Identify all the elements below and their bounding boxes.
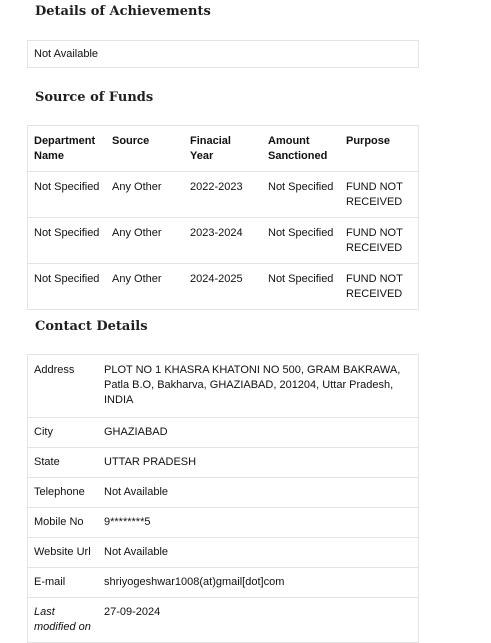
contact-row-state	[28, 448, 419, 478]
contact-row-address	[28, 355, 419, 418]
contact-label: Telephone	[28, 478, 99, 508]
table-cell: Not Specified	[262, 172, 340, 218]
funds-table	[27, 125, 419, 310]
contact-row-city	[28, 418, 419, 448]
table-cell: Any Other	[106, 172, 184, 218]
table-row	[28, 41, 419, 68]
contact-row-telephone	[28, 478, 419, 508]
table-cell: Any Other	[106, 264, 184, 310]
contact-value: shriyogeshwar1008(at)gmail[dot]com	[98, 568, 419, 598]
table-row	[28, 218, 419, 264]
table-row	[28, 264, 419, 310]
contact-value: UTTAR PRADESH	[98, 448, 419, 478]
achievements-heading: Details of Achievements	[35, 4, 211, 19]
contact-value: GHAZIABAD	[98, 418, 419, 448]
contact-row-email	[28, 568, 419, 598]
table-cell: Any Other	[106, 218, 184, 264]
table-cell: Not Specified	[28, 218, 107, 264]
table-cell: FUND NOT RECEIVED	[340, 264, 419, 310]
table-cell: 2024-2025	[184, 264, 262, 310]
contact-label: Last modified on	[28, 598, 99, 643]
table-cell: FUND NOT RECEIVED	[340, 172, 419, 218]
table-cell: Not Specified	[262, 264, 340, 310]
contact-label: Website Url	[28, 538, 99, 568]
achievements-table	[27, 40, 419, 68]
table-cell: Not Specified	[28, 172, 107, 218]
table-header-row	[28, 126, 419, 172]
contact-label: State	[28, 448, 99, 478]
contact-value: 27-09-2024	[98, 598, 419, 643]
contact-row-website	[28, 538, 419, 568]
contact-value: Not Available	[98, 538, 419, 568]
column-header-department: Department Name	[28, 126, 107, 172]
contact-label: City	[28, 418, 99, 448]
contact-heading: Contact Details	[35, 319, 148, 334]
achievements-value: Not Available	[28, 41, 419, 68]
table-cell: 2022-2023	[184, 172, 262, 218]
contact-label: E-mail	[28, 568, 99, 598]
contact-value: Not Available	[98, 478, 419, 508]
contact-row-last-modified	[28, 598, 419, 643]
column-header-source: Source	[106, 126, 184, 172]
contact-table	[27, 354, 419, 643]
contact-row-mobile	[28, 508, 419, 538]
table-cell: 2023-2024	[184, 218, 262, 264]
contact-label: Address	[28, 355, 99, 418]
contact-value: 9********5	[98, 508, 419, 538]
table-cell: FUND NOT RECEIVED	[340, 218, 419, 264]
funds-heading: Source of Funds	[35, 90, 154, 105]
contact-label: Mobile No	[28, 508, 99, 538]
contact-value: PLOT NO 1 KHASRA KHATONI NO 500, GRAM BAKRAWA, Patla B.O, Bakharva, GHAZIABAD, 201204, Uttar Pradesh, INDIA	[98, 355, 419, 418]
column-header-amount: Amount Sanctioned	[262, 126, 340, 172]
table-cell: Not Specified	[28, 264, 107, 310]
table-row	[28, 172, 419, 218]
column-header-purpose: Purpose	[340, 126, 419, 172]
table-cell: Not Specified	[262, 218, 340, 264]
column-header-year: Finacial Year	[184, 126, 262, 172]
